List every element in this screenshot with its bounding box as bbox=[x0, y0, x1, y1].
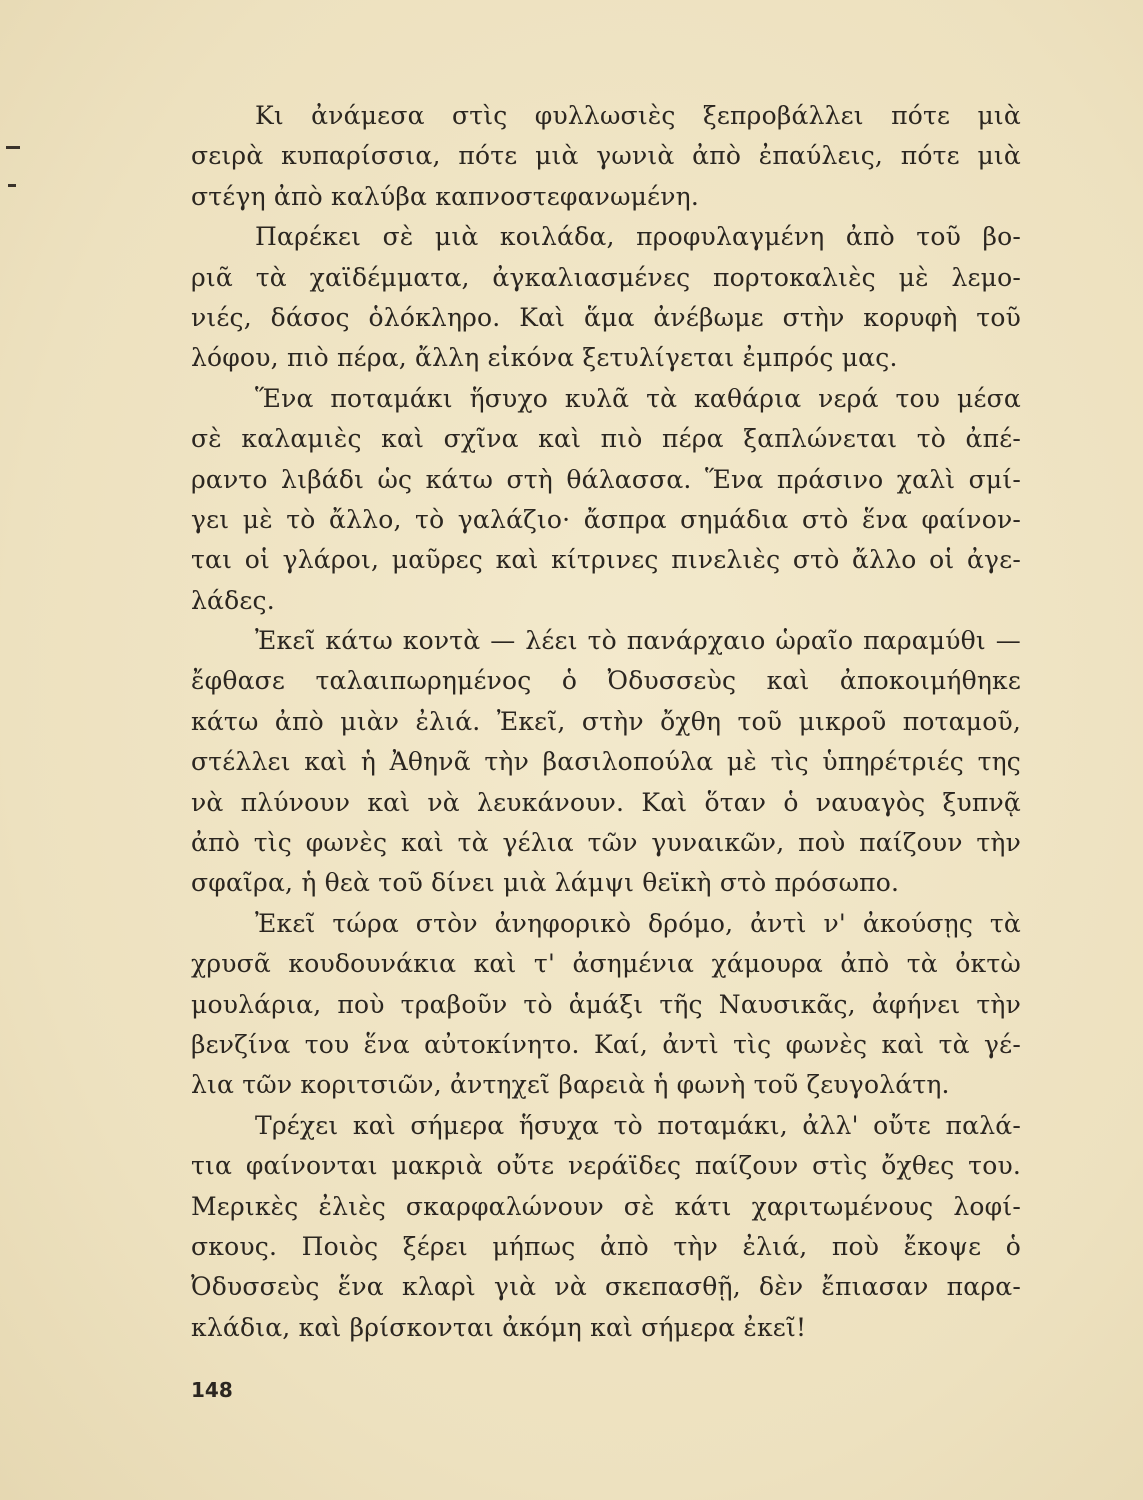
page-number: 148 bbox=[191, 1378, 233, 1402]
text-line: τια φαίνονται μακριὰ οὔτε νεράϊδες παίζουν στὶς ὄχθες του. bbox=[191, 1151, 1021, 1181]
margin-mark bbox=[6, 146, 20, 149]
text-line: στέλλει καὶ ἡ Ἀθηνᾶ τὴν βασιλοπούλα μὲ τὶς ὑπηρέτριές της bbox=[191, 747, 1021, 777]
text-line: λάδες. bbox=[191, 585, 275, 615]
text-line: σφαῖρα, ἡ θεὰ τοῦ δίνει μιὰ λάμψι θεϊκὴ στὸ πρόσωπο. bbox=[191, 868, 900, 898]
text-line: ριᾶ τὰ χαϊδέμματα, ἀγκαλιασμένες πορτοκαλιὲς μὲ λεμο- bbox=[191, 262, 1021, 292]
text-line: Ἐκεῖ τώρα στὸν ἀνηφορικὸ δρόμο, ἀντὶ ν' ἀκούσῃς τὰ bbox=[255, 908, 1021, 938]
text-line: στέγη ἀπὸ καλύβα καπνοστεφανωμένη. bbox=[191, 181, 699, 211]
body-text bbox=[191, 96, 1021, 1348]
text-line: λια τῶν κοριτσιῶν, ἀντηχεῖ βαρειὰ ἡ φωνὴ τοῦ ζευγολάτη. bbox=[191, 1070, 950, 1100]
text-line: Παρέκει σὲ μιὰ κοιλάδα, προφυλαγμένη ἀπὸ τοῦ βο- bbox=[255, 222, 1021, 252]
text-line: κάτω ἀπὸ μιὰν ἐλιά. Ἐκεῖ, στὴν ὄχθη τοῦ μικροῦ ποταμοῦ, bbox=[191, 706, 1021, 736]
text-line: σειρὰ κυπαρίσσια, πότε μιὰ γωνιὰ ἀπὸ ἐπαύλεις, πότε μιὰ bbox=[191, 141, 1021, 171]
text-line: ἀπὸ τὶς φωνὲς καὶ τὰ γέλια τῶν γυναικῶν, ποὺ παίζουν τὴν bbox=[191, 828, 1021, 858]
text-line: μουλάρια, ποὺ τραβοῦν τὸ ἁμάξι τῆς Ναυσικᾶς, ἀφήνει τὴν bbox=[191, 989, 1021, 1019]
text-line: Ὀδυσσεὺς ἕνα κλαρὶ γιὰ νὰ σκεπασθῇ, δὲν ἔπιασαν παρα- bbox=[191, 1272, 1021, 1302]
text-line: ται οἱ γλάροι, μαῦρες καὶ κίτρινες πινελιὲς στὸ ἄλλο οἱ ἀγε- bbox=[191, 545, 1021, 575]
text-line: κλάδια, καὶ βρίσκονται ἀκόμη καὶ σήμερα ἐκεῖ! bbox=[191, 1312, 807, 1342]
text-line: σὲ καλαμιὲς καὶ σχῖνα καὶ πιὸ πέρα ξαπλώνεται τὸ ἀπέ- bbox=[191, 424, 1021, 454]
text-line: νὰ πλύνουν καὶ νὰ λευκάνουν. Καὶ ὅταν ὁ ναυαγὸς ξυπνᾷ bbox=[191, 787, 1021, 817]
text-line: σκους. Ποιὸς ξέρει μήπως ἀπὸ τὴν ἐλιά, ποὺ ἔκοψε ὁ bbox=[191, 1231, 1021, 1261]
text-line: ἔφθασε ταλαιπωρημένος ὁ Ὀδυσσεὺς καὶ ἀποκοιμήθηκε bbox=[191, 666, 1021, 696]
text-line: νιές, δάσος ὁλόκληρο. Καὶ ἅμα ἀνέβωμε στὴν κορυφὴ τοῦ bbox=[191, 302, 1021, 332]
text-line: Ἐκεῖ κάτω κοντὰ — λέει τὸ πανάρχαιο ὡραῖο παραμύθι — bbox=[255, 626, 1021, 656]
text-line: Κι ἀνάμεσα στὶς φυλλωσιὲς ξεπροβάλλει πότε μιὰ bbox=[255, 101, 1021, 130]
text-line: Μερικὲς ἐλιὲς σκαρφαλώνουν σὲ κάτι χαριτωμένους λοφί- bbox=[191, 1191, 1021, 1221]
text-line: γει μὲ τὸ ἄλλο, τὸ γαλάζιο· ἄσπρα σημάδια στὸ ἕνα φαίνον- bbox=[191, 504, 1021, 534]
margin-mark bbox=[8, 184, 16, 187]
text-line: χρυσᾶ κουδουνάκια καὶ τ' ἀσημένια χάμουρα ἀπὸ τὰ ὀκτὼ bbox=[191, 949, 1021, 979]
text-line: βενζίνα του ἕνα αὐτοκίνητο. Καί, ἀντὶ τὶς φωνὲς καὶ τὰ γέ- bbox=[191, 1029, 1021, 1059]
text-line: λόφου, πιὸ πέρα, ἄλλη εἰκόνα ξετυλίγεται ἐμπρός μας. bbox=[191, 343, 898, 373]
text-line: Τρέχει καὶ σήμερα ἥσυχα τὸ ποταμάκι, ἀλλ' οὔτε παλά- bbox=[255, 1110, 1021, 1140]
text-line: ραντο λιβάδι ὡς κάτω στὴ θάλασσα. Ἕνα πράσινο χαλὶ σμί- bbox=[191, 464, 1021, 494]
text-line: Ἕνα ποταμάκι ἥσυχο κυλᾶ τὰ καθάρια νερά του μέσα bbox=[255, 383, 1021, 413]
